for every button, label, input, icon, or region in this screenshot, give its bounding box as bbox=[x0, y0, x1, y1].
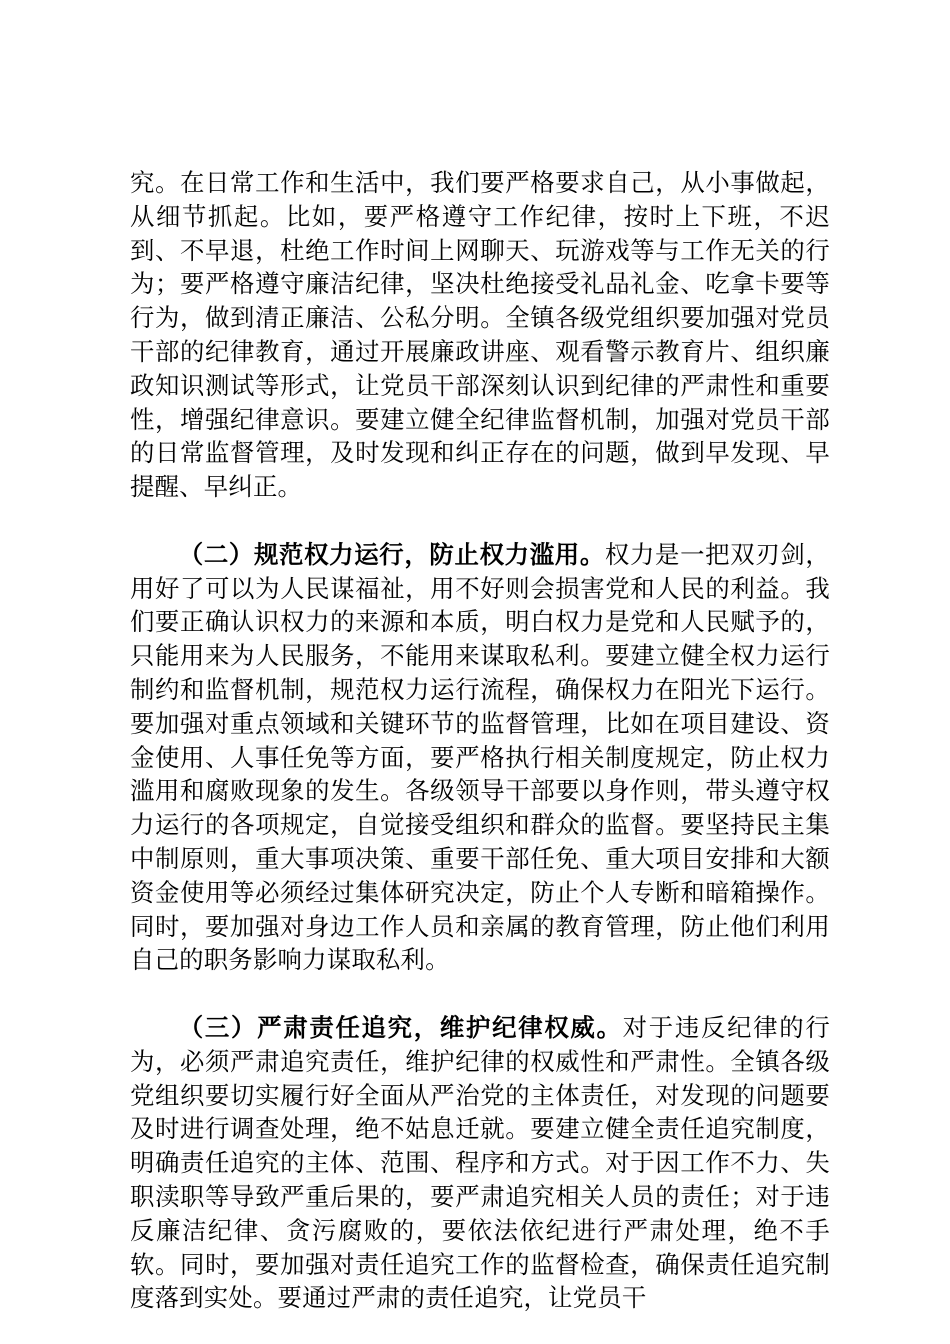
paragraph-gap bbox=[130, 977, 830, 1011]
paragraph-body: 究。在日常工作和生活中，我们要严格要求自己，从小事做起，从细节抓起。比如，要严格遵守工作纪律，按时上下班，不迟到、不早退，杜绝工作时间上网聊天、玩游戏等与工作无关的行为；要严格遵守廉洁纪律，坚决杜绝接受礼品礼金、吃拿卡要等行为，做到清正廉洁、公私分明。全镇各级党组织要加强对党员干部的纪律教育，通过开展廉政讲座、观看警示教育片、组织廉政知识测试等形式，让党员干部深刻认识到纪律的严肃性和重要性，增强纪律意识。要建立健全纪律监督机制，加强对党员干部的日常监督管理，及时发现和纠正存在的问题，做到早发现、早提醒、早纠正。 bbox=[130, 168, 830, 502]
section-heading: （二）规范权力运行，防止权力滥用。 bbox=[178, 539, 605, 569]
section-heading: （三）严肃责任追究，维护纪律权威。 bbox=[178, 1012, 623, 1042]
paragraph-gap bbox=[130, 504, 830, 538]
paragraph-section-3 bbox=[130, 1011, 830, 1315]
paragraph-continuation bbox=[130, 166, 830, 504]
paragraph-section-2 bbox=[130, 538, 830, 977]
paragraph-body: 对于违反纪律的行为，必须严肃追究责任，维护纪律的权威性和严肃性。全镇各级党组织要切实履行好全面从严治党的主体责任，对发现的问题要及时进行调查处理，绝不姑息迁就。要建立健全责任追究制度，明确责任追究的主体、范围、程序和方式。对于因工作不力、失职渎职等导致严重后果的，要严肃追究相关人员的责任；对于违反廉洁纪律、贪污腐败的，要依法依纪进行严肃处理，绝不手软。同时，要加强对责任追究工作的监督检查，确保责任追究制度落到实处。要通过严肃的责任追究，让党员干 bbox=[130, 1012, 830, 1313]
document-page bbox=[130, 166, 830, 1315]
paragraph-body: 权力是一把双刃剑，用好了可以为人民谋福祉，用不好则会损害党和人民的利益。我们要正确认识权力的来源和本质，明白权力是党和人民赋予的，只能用来为人民服务，不能用来谋取私利。要建立健全权力运行制约和监督机制，规范权力运行流程，确保权力在阳光下运行。要加强对重点领域和关键环节的监督管理，比如在项目建设、资金使用、人事任免等方面，要严格执行相关制度规定，防止权力滥用和腐败现象的发生。各级领导干部要以身作则，带头遵守权力运行的各项规定，自觉接受组织和群众的监督。要坚持民主集中制原则，重大事项决策、重要干部任免、重大项目安排和大额资金使用等必须经过集体研究决定，防止个人专断和暗箱操作。同时，要加强对身边工作人员和亲属的教育管理，防止他们利用自己的职务影响力谋取私利。 bbox=[130, 539, 830, 975]
